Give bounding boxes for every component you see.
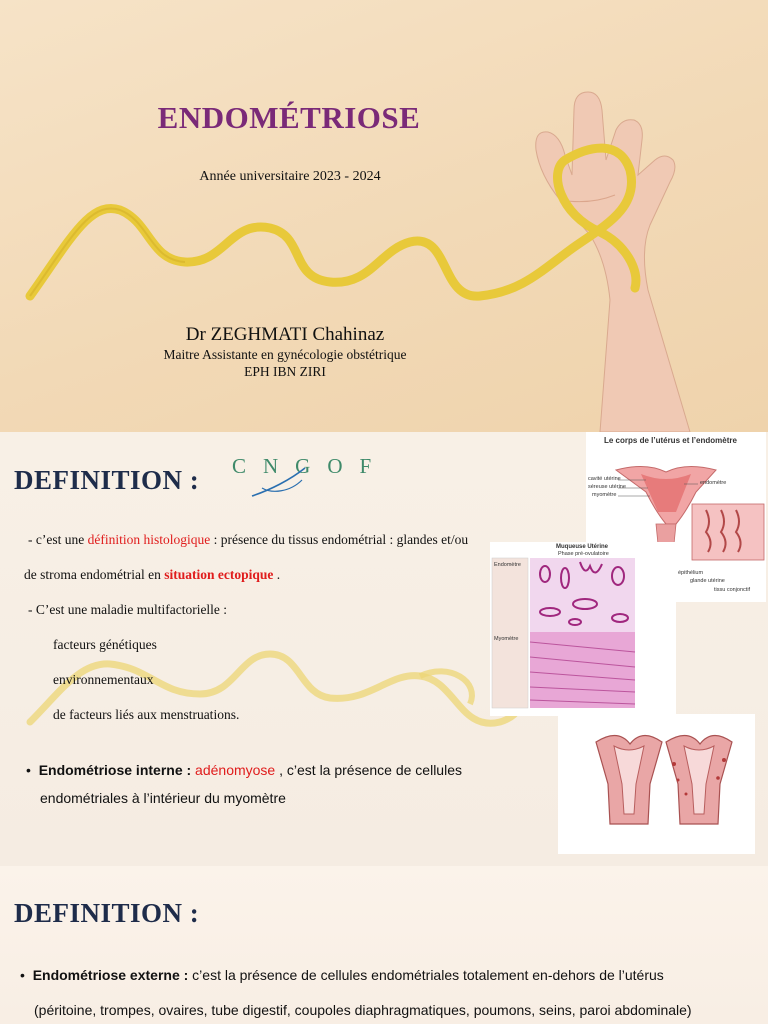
bullet-internal	[26, 762, 462, 778]
line1-prefix: - c’est une	[28, 532, 88, 547]
histology-figure	[490, 542, 676, 716]
bullet-external-line2: (péritoine, trompes, ovaires, tube digestif, coupoles diaphragmatiques, poumons, seins, paroi abdominale)	[34, 1002, 692, 1018]
line2-highlight: situation ectopique	[164, 567, 274, 582]
line2-suffix: .	[273, 567, 281, 582]
bullet-external-label: Endométriose externe :	[32, 967, 189, 983]
histology-subtitle: Phase pré-ovulatoire	[558, 551, 609, 557]
histology-myometrium-label: Myomètre	[494, 636, 519, 642]
definition-line-2	[24, 567, 280, 583]
label-myometrium: myomètre	[592, 492, 617, 498]
presentation-title: ENDOMÉTRIOSE	[157, 100, 421, 135]
slide-heading: DEFINITION :	[14, 465, 200, 495]
factor-environmental: environnementaux	[53, 672, 154, 687]
factor-genetic: facteurs génétiques	[53, 637, 157, 652]
slide-heading: DEFINITION :	[14, 898, 200, 928]
label-endometrium: endomètre	[700, 480, 727, 486]
definition-line-1	[28, 532, 468, 548]
author-role: Maitre Assistante en gynécologie obstétrique	[163, 347, 407, 362]
bullet-internal-highlight: adénomyose	[195, 762, 276, 778]
bullet-internal-line2: endométriales à l’intérieur du myomètre	[40, 790, 286, 806]
bullet-external	[20, 967, 664, 983]
title-slide	[0, 0, 768, 432]
definition-slide-1	[0, 432, 768, 866]
line2-prefix: de stroma endométrial en	[24, 567, 165, 582]
label-gland: glande utérine	[690, 578, 725, 584]
bullet-internal-label: Endométriose interne :	[38, 762, 192, 778]
cngof-logo	[232, 454, 388, 479]
line1-suffix: : présence du tissus endométrial : glandes et/ou	[210, 532, 469, 547]
factor-menstrual: de facteurs liés aux menstruations.	[53, 707, 240, 722]
bullet-internal-text: , c’est la présence de cellules	[275, 762, 462, 778]
cngof-swirl-icon	[250, 462, 320, 502]
label-epithelium: épithélium	[678, 570, 704, 576]
figure-title: Le corps de l’utérus et l’endomètre	[604, 436, 737, 445]
academic-year: Année universitaire 2023 - 2024	[199, 169, 381, 184]
definition-slide-2	[0, 866, 768, 1024]
label-connective: tissu conjonctif	[714, 587, 751, 593]
label-cavity: cavité utérine	[588, 476, 621, 482]
bullet-dot: •	[26, 762, 39, 778]
author-name: Dr ZEGHMATI Chahinaz	[185, 324, 385, 345]
bullet-external-text: c’est la présence de cellules endométriales totalement en-dehors de l’utérus	[188, 967, 664, 983]
label-serosa: séreuse utérine	[588, 484, 626, 490]
adenomyosis-figure	[558, 714, 755, 854]
cngof-logo-text: CNGOF	[232, 454, 389, 478]
histology-title: Muqueuse Utérine	[556, 544, 609, 550]
histology-endometrium-label: Endomètre	[494, 562, 521, 568]
definition-line-3: - C’est une maladie multifactorielle :	[28, 602, 228, 617]
author-institution: EPH IBN ZIRI	[244, 364, 326, 379]
bullet-dot: •	[20, 967, 33, 983]
line1-highlight: définition histologique	[87, 532, 211, 547]
